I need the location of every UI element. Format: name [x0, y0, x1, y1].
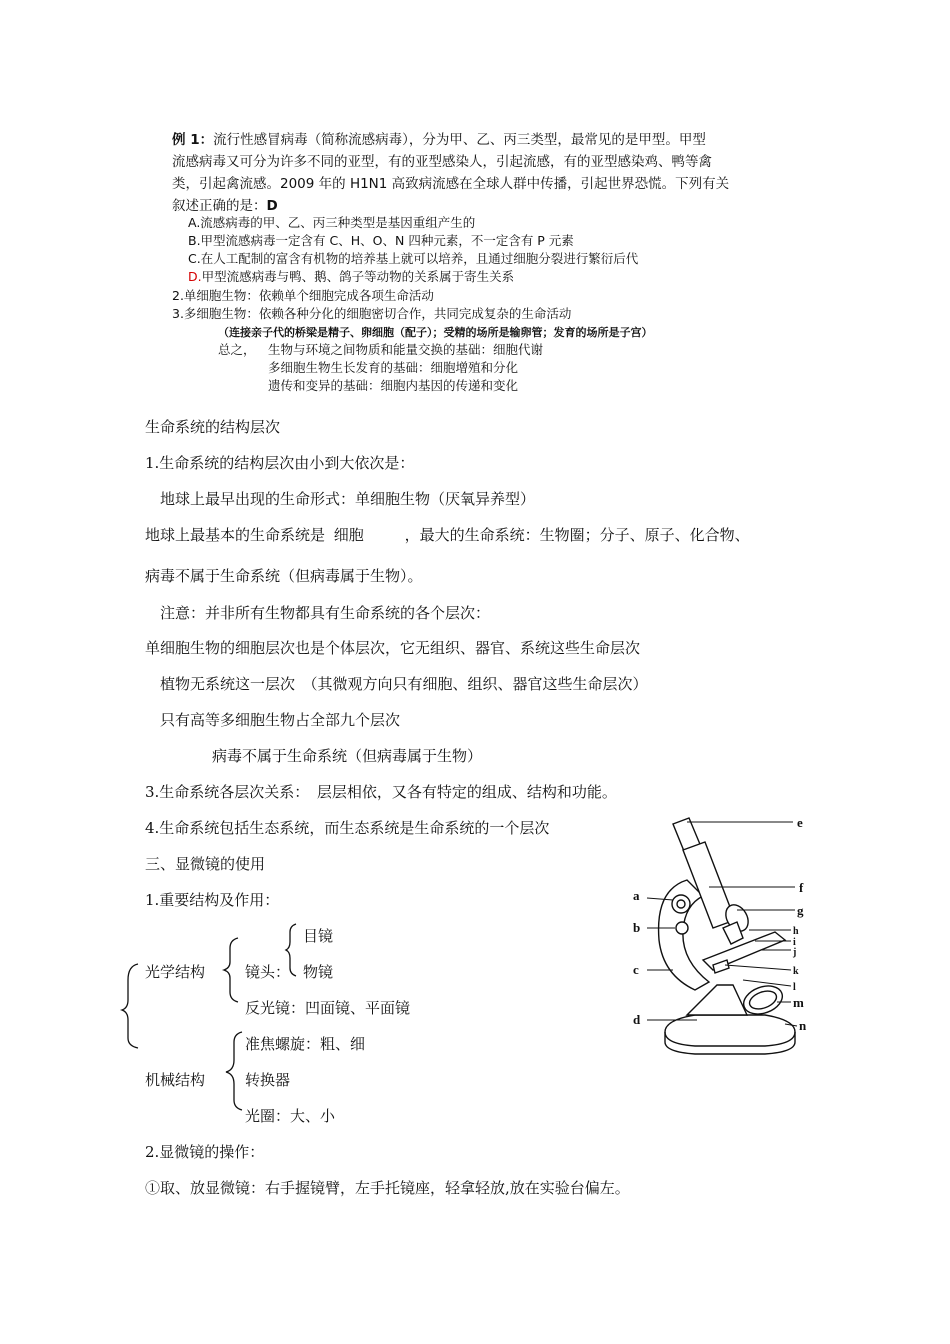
label-l: l — [793, 982, 796, 993]
body-line-2: 地球上最早出现的生命形式：单细胞生物（厌氧异养型） — [160, 490, 536, 508]
body-line-7: 植物无系统这一层次 （其微观方向只有细胞、组织、器官这些生命层次） — [160, 675, 648, 693]
label-h: h — [793, 926, 799, 937]
body-line-3 — [145, 525, 750, 545]
label-a: a — [633, 888, 640, 903]
option-b: B.甲型流感病毒一定含有 C、H、O、N 四种元素，不一定含有 P 元素 — [188, 233, 574, 248]
label-i: i — [793, 937, 796, 948]
summary-label: 总之， — [218, 342, 256, 357]
tree-converter: 转换器 — [245, 1071, 291, 1089]
tree-mechanical: 机械结构 — [145, 1071, 206, 1089]
tree-braces — [120, 920, 320, 1120]
body-line-3a: 地球上最基本的生命系统是 — [145, 526, 326, 544]
example-line-2: 流感病毒又可分为许多不同的亚型，有的亚型感染人，引起流感，有的亚型感染鸡、鸭等禽 — [172, 154, 712, 170]
body-line-3c: ，最大的生命系统：生物圈；分子、原子、化合物、 — [404, 526, 750, 544]
summary-2: 多细胞生物生长发育的基础：细胞增殖和分化 — [268, 360, 519, 375]
body-line-11: 4.生命系统包括生态系统，而生态系统是生命系统的一个层次 — [145, 819, 550, 837]
label-e: e — [797, 815, 803, 830]
body-line-8: 只有高等多细胞生物占全部九个层次 — [160, 711, 401, 729]
body-line-4: 病毒不属于生命系统（但病毒属于生物）。 — [145, 567, 423, 585]
section-heading: 生命系统的结构层次 — [145, 418, 281, 436]
body-line-10: 3.生命系统各层次关系： 层层相依，又各有特定的组成、结构和功能。 — [145, 783, 617, 801]
body-line-5: 注意：并非所有生物都具有生命系统的各个层次： — [160, 604, 491, 622]
outer-brace — [122, 964, 138, 1048]
option-c: C.在人工配制的富含有机物的培养基上就可以培养，且通过细胞分裂进行繁衍后代 — [188, 251, 639, 266]
label-c: c — [633, 962, 639, 977]
answer: D — [266, 198, 278, 214]
label-n: n — [799, 1018, 807, 1033]
label-g: g — [797, 903, 804, 918]
question-tail: 叙述正确的是： — [172, 198, 267, 214]
tree-mirror: 反光镜：凹面镜、平面镜 — [245, 999, 411, 1017]
example-line-3: 类，引起禽流感。2009 年的 H1N1 高致病流感在全球人群中传播，引起世界恐慌。下列有关 — [172, 176, 730, 192]
note-reproduction: （连接亲子代的桥梁是精子、卵细胞（配子）；受精的场所是输卵管；发育的场所是子宫） — [218, 326, 653, 339]
label-f: f — [799, 880, 804, 895]
option-d-text: 甲型流感病毒与鸭、鹅、鸽子等动物的关系属于寄生关系 — [201, 269, 515, 284]
body-line-3b: 细胞 — [333, 526, 364, 544]
body-line-6: 单细胞生物的细胞层次也是个体层次，它无组织、器官、系统这些生命层次 — [145, 639, 641, 657]
tree-focus: 准焦螺旋：粗、细 — [245, 1035, 366, 1053]
mechanical-brace — [226, 1032, 242, 1110]
tree-eyepiece: 目镜 — [303, 927, 334, 945]
option-d-letter: D. — [188, 269, 202, 284]
tree-objective: 物镜 — [303, 963, 334, 981]
option-d — [188, 268, 514, 286]
body-line-14: 2.显微镜的操作： — [145, 1143, 265, 1161]
summary-1: 生物与环境之间物质和能量交换的基础：细胞代谢 — [268, 342, 544, 357]
body-line-15: ①取、放显微镜：右手握镜臂，左手托镜座，轻拿轻放,放在实验台偏左。 — [145, 1179, 630, 1197]
label-k: k — [793, 966, 799, 977]
optical-brace — [224, 938, 238, 1002]
example-label: 例 1： — [172, 132, 214, 148]
point-3: 3.多细胞生物：依赖各种分化的细胞密切合作，共同完成复杂的生命活动 — [172, 306, 572, 321]
option-a: A.流感病毒的甲、乙、丙三种类型是基因重组产生的 — [188, 215, 476, 230]
example-text-1: 流行性感冒病毒（简称流感病毒），分为甲、乙、丙三类型，最常见的是甲型。甲型 — [213, 132, 706, 148]
body-line-9: 病毒不属于生命系统（但病毒属于生物） — [212, 747, 483, 765]
microscope-diagram — [625, 810, 815, 1060]
body-line-13: 1.重要结构及作用： — [145, 891, 280, 909]
label-d: d — [633, 1012, 641, 1027]
point-2: 2.单细胞生物：依赖单个细胞完成各项生命活动 — [172, 288, 434, 303]
example-line-1 — [172, 130, 706, 150]
label-b: b — [633, 920, 641, 935]
microscope-base — [665, 1015, 795, 1054]
example-line-4 — [172, 196, 278, 216]
tree-lens: 镜头： — [245, 963, 291, 981]
body-line-1: 1.生命系统的结构层次由小到大依次是： — [145, 454, 415, 472]
label-m: m — [793, 995, 804, 1010]
tree-optical: 光学结构 — [145, 963, 206, 981]
body-line-12: 三、显微镜的使用 — [145, 855, 266, 873]
label-j: j — [793, 947, 797, 958]
fine-knob — [676, 922, 688, 934]
tree-aperture: 光圈：大、小 — [245, 1107, 336, 1125]
summary-3: 遗传和变异的基础：细胞内基因的传递和变化 — [268, 378, 519, 393]
